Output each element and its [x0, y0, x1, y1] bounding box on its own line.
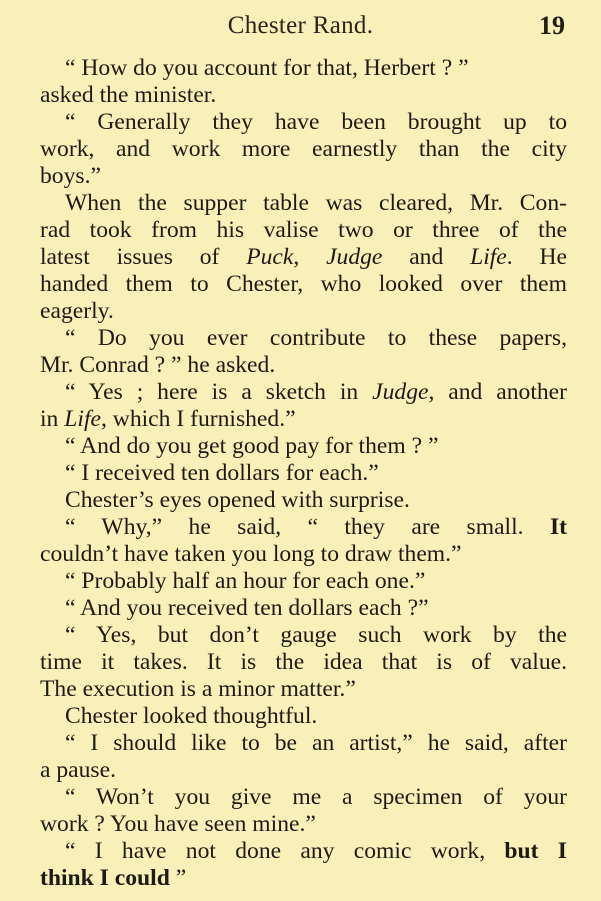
text-segment: , which I furnished.”	[100, 406, 296, 432]
text-line	[40, 784, 567, 811]
text-segment: , and another	[428, 379, 567, 405]
text-line	[40, 757, 567, 784]
text-segment: work, and work more earnestly than the city	[40, 136, 567, 162]
text-segment: couldn’t have taken you long to draw them.”	[40, 541, 462, 567]
text-segment: rad took from his valise two or three of the	[40, 217, 567, 243]
text-line	[40, 541, 567, 568]
text-line	[40, 514, 567, 541]
bold-text: but I	[504, 838, 567, 864]
text-line	[40, 595, 567, 622]
text-segment: “ How do you account for that, Herbert ? ”	[65, 55, 469, 81]
text-line	[40, 865, 567, 892]
text-segment: work ? You have seen mine.”	[40, 811, 316, 837]
text-line	[40, 55, 567, 82]
text-line	[40, 136, 567, 163]
text-line	[40, 433, 567, 460]
text-segment: Chester looked thoughtful.	[65, 703, 318, 729]
bold-text: It	[549, 514, 567, 540]
text-line	[40, 244, 567, 271]
text-segment: time it takes. It is the idea that is of value.	[40, 649, 567, 675]
text-line	[40, 109, 567, 136]
text-segment: asked the minister.	[40, 82, 217, 108]
text-segment: in	[40, 406, 65, 432]
text-segment: The execution is a minor matter.”	[40, 676, 356, 702]
text-segment: latest issues of	[40, 244, 247, 270]
text-line	[40, 703, 567, 730]
text-line	[40, 82, 567, 109]
text-segment: “ I received ten dollars for each.”	[65, 460, 379, 486]
text-segment: ,	[293, 244, 327, 270]
text-segment: and	[382, 244, 471, 270]
text-line	[40, 460, 567, 487]
text-segment: “ And do you get good pay for them ? ”	[65, 433, 439, 459]
text-line	[40, 271, 567, 298]
text-line	[40, 217, 567, 244]
text-line	[40, 190, 567, 217]
text-line	[40, 487, 567, 514]
page-number: 19	[539, 11, 565, 40]
text-segment: When the supper table was cleared, Mr. Con-	[65, 190, 567, 216]
text-line	[40, 298, 567, 325]
text-segment: “ Yes, but don’t gauge such work by the	[65, 622, 567, 648]
text-segment: Chester’s eyes opened with surprise.	[65, 487, 410, 513]
bold-text: think I could	[40, 865, 170, 891]
text-line	[40, 406, 567, 433]
text-line	[40, 838, 567, 865]
italic-text: Life	[64, 406, 101, 432]
text-segment: ”	[169, 865, 187, 891]
text-segment: “ Yes ; here is a sketch in	[65, 379, 373, 405]
italic-text: Puck	[246, 244, 294, 270]
text-line	[40, 811, 567, 838]
text-segment: “ Probably half an hour for each one.”	[65, 568, 426, 594]
text-segment: boys.”	[40, 163, 101, 189]
text-line	[40, 352, 567, 379]
text-segment: . He	[506, 244, 568, 270]
running-title: Chester Rand.	[227, 12, 374, 39]
text-segment: “ I should like to be an artist,” he said, after	[65, 730, 567, 756]
text-line	[40, 676, 567, 703]
text-segment: “ Won’t you give me a specimen of your	[65, 784, 567, 810]
text-line	[40, 568, 567, 595]
body-text	[40, 55, 567, 892]
text-line	[40, 649, 567, 676]
text-segment: Mr. Conrad ? ” he asked.	[40, 352, 276, 378]
text-segment: “ And you received ten dollars each ?”	[65, 595, 429, 621]
text-line	[40, 379, 567, 406]
text-line	[40, 325, 567, 352]
text-segment: handed them to Chester, who looked over them	[40, 271, 567, 297]
italic-text: Judge	[372, 379, 429, 405]
text-line	[40, 730, 567, 757]
italic-text: Life	[470, 244, 507, 270]
text-segment: “ I have not done any comic work,	[65, 838, 505, 864]
text-segment: eagerly.	[40, 298, 114, 324]
text-segment: “ Generally they have been brought up to	[65, 109, 567, 135]
text-line	[40, 622, 567, 649]
text-segment: “ Do you ever contribute to these papers,	[65, 325, 567, 351]
italic-text: Judge	[326, 244, 383, 270]
text-segment: “ Why,” he said, “ they are small.	[65, 514, 550, 540]
text-segment: a pause.	[40, 757, 116, 783]
text-line	[40, 163, 567, 190]
